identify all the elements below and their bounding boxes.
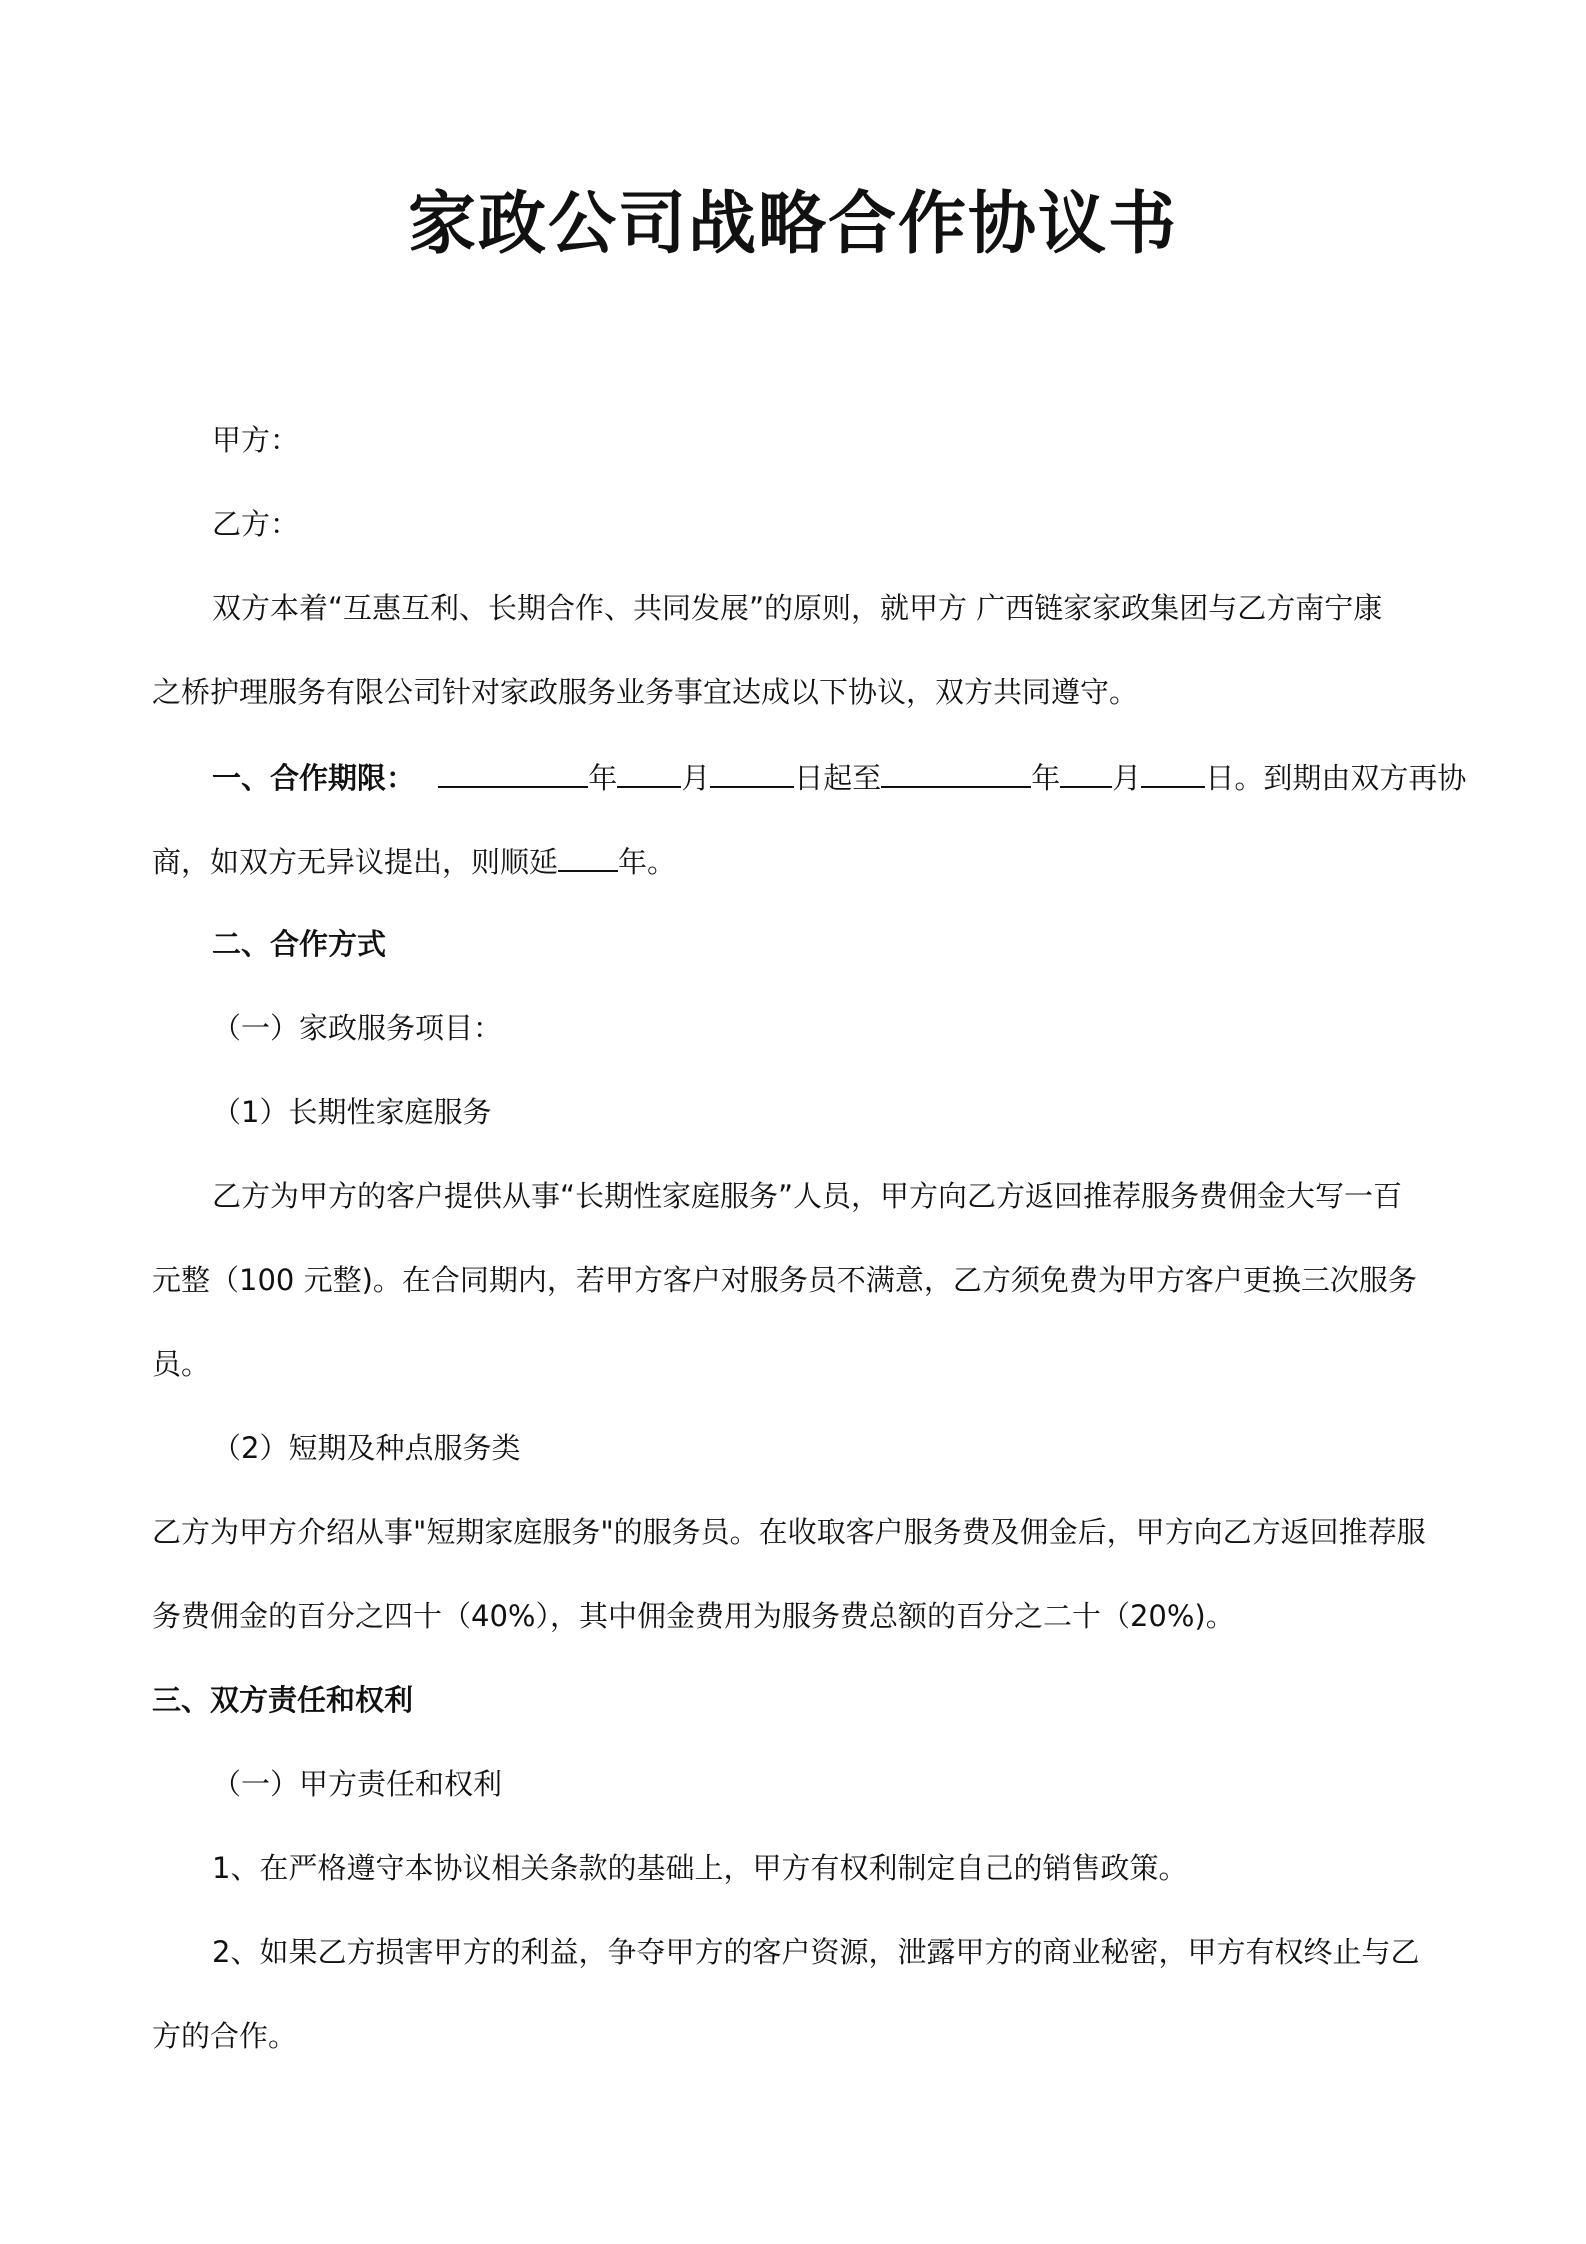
month-blank-1: [617, 756, 681, 788]
party-b-label: 乙方：: [212, 507, 300, 541]
document-title: 家政公司战略合作协议书: [407, 185, 1178, 264]
clause-2-line-2: 方的合作。: [152, 2019, 298, 2053]
term-clause-line-2: [152, 840, 1452, 882]
year-label-2: 年: [1031, 761, 1061, 795]
term-tail: 到期由双方再协: [1263, 761, 1467, 795]
sub-heading-party-a-rights: （一）甲方责任和权利: [212, 1767, 503, 1801]
year-blank-1: [438, 756, 588, 788]
item-2-text-line-2: 务费佣金的百分之四十（40%），其中佣金费用为服务费总额的百分之二十（20%)。: [152, 1599, 1235, 1633]
item-2-text-line-1: 乙方为甲方介绍从事"短期家庭服务"的服务员。在收取客户服务费及佣金后，甲方向乙方返回推荐服: [152, 1515, 1426, 1549]
item-1-text-line-1: 乙方为甲方的客户提供从事“长期性家庭服务”人员，甲方向乙方返回推荐服务费佣金大写一百: [212, 1179, 1403, 1213]
item-2-heading: （2）短期及种点服务类: [212, 1431, 521, 1465]
section-2-heading: 二、合作方式: [212, 927, 387, 961]
day-blank-2: [1141, 756, 1205, 788]
item-1-text-line-2: 元整（100 元整)。在合同期内，若甲方客户对服务员不满意，乙方须免费为甲方客户更换三次服务: [152, 1263, 1417, 1297]
day-label-2: 日。: [1205, 761, 1264, 795]
extend-year-blank: [558, 840, 618, 872]
day-blank-1: [710, 756, 794, 788]
month-label-1: 月: [681, 761, 711, 795]
intro-line-1: 双方本着“互惠互利、长期合作、共同发展”的原则，就甲方 广西链家家政集团与乙方南宁康: [212, 591, 1383, 625]
term-heading: 一、合作期限：: [212, 761, 416, 795]
month-blank-2: [1060, 756, 1112, 788]
term-extend-text: 商，如双方无异议提出，则顺延: [152, 845, 559, 879]
item-1-text-line-3: 员。: [152, 1347, 211, 1381]
sub-heading-service-items: （一）家政服务项目：: [212, 1011, 503, 1045]
day-label-1: 日起至: [794, 761, 882, 795]
party-a-label: 甲方：: [212, 423, 300, 457]
year-blank-2: [881, 756, 1031, 788]
month-label-2: 月: [1112, 761, 1142, 795]
year-label-1: 年: [588, 761, 618, 795]
item-1-heading: （1）长期性家庭服务: [212, 1095, 492, 1129]
clause-1: 1、在严格遵守本协议相关条款的基础上，甲方有权利制定自己的销售政策。: [212, 1851, 1188, 1885]
section-3-heading: 三、双方责任和权利: [152, 1683, 414, 1717]
clause-2-line-1: 2、如果乙方损害甲方的利益，争夺甲方的客户资源，泄露甲方的商业秘密，甲方有权终止与乙: [212, 1935, 1420, 1969]
term-clause-line-1: [212, 756, 1467, 798]
term-extend-end: 年。: [618, 845, 677, 879]
intro-line-2: 之桥护理服务有限公司针对家政服务业务事宜达成以下协议，双方共同遵守。: [152, 675, 1139, 709]
